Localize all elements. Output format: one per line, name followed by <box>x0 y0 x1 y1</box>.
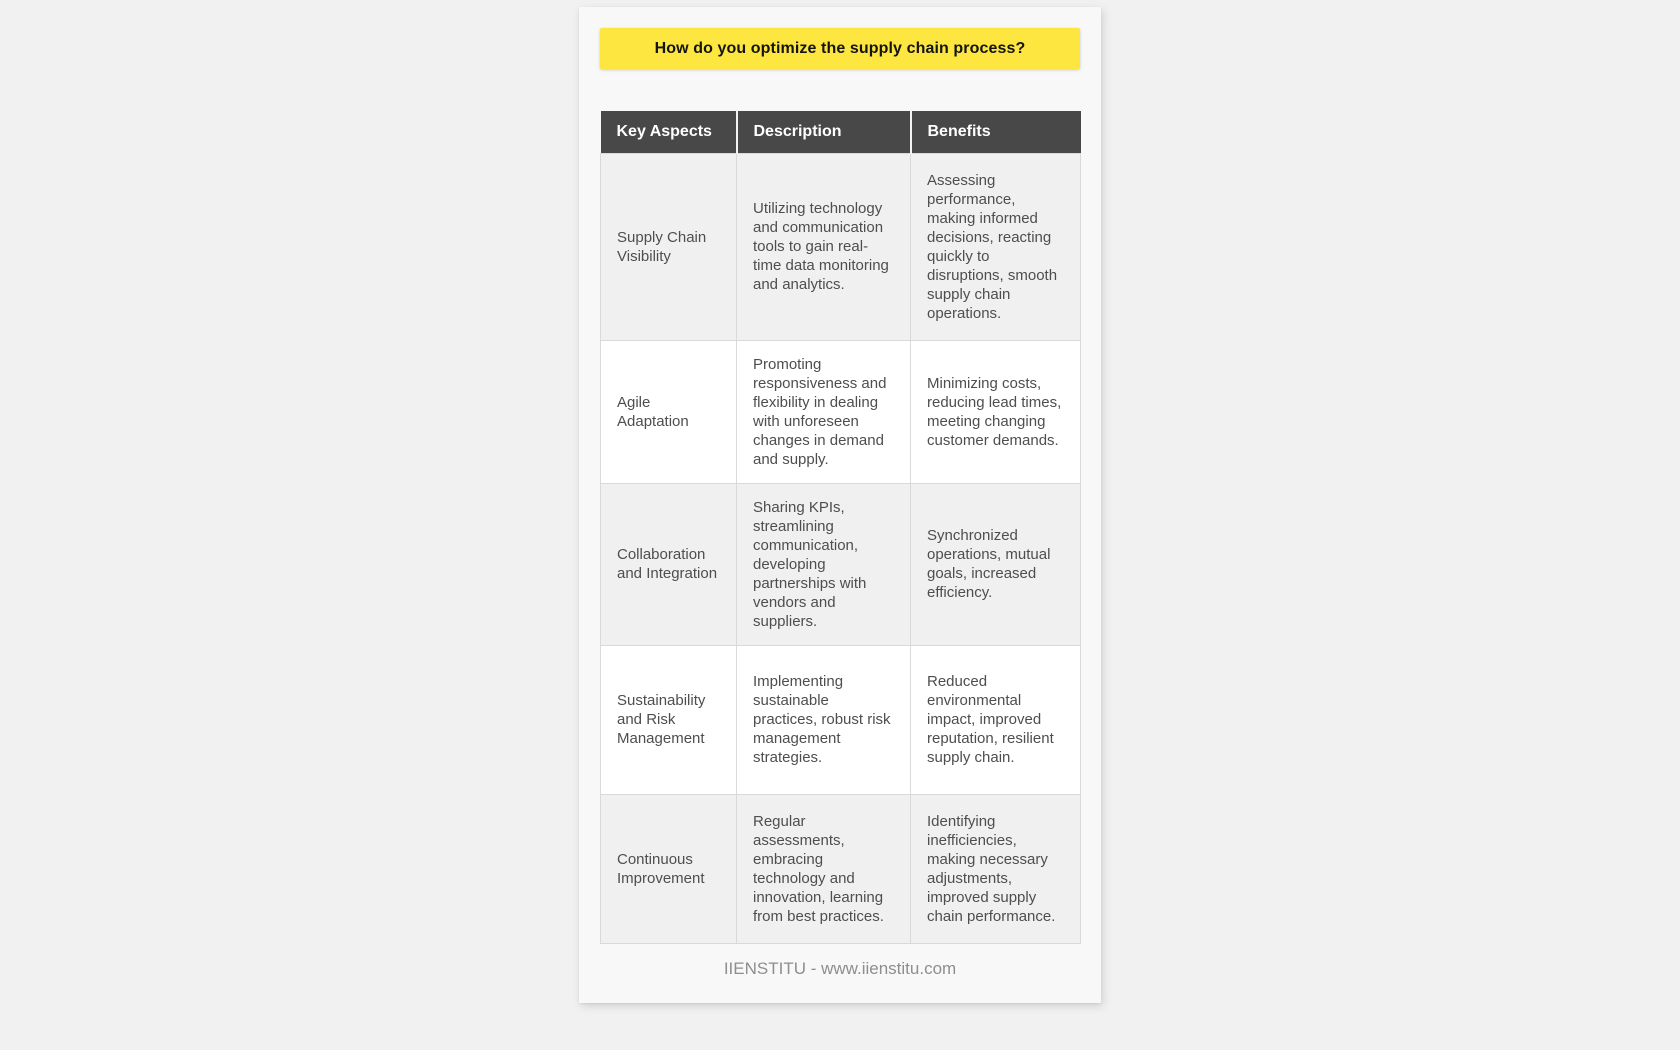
cell-benefits: Synchronized operations, mutual goals, increased efficiency. <box>911 483 1081 645</box>
cell-description: Promoting responsiveness and flexibility in dealing with unforeseen changes in demand and supply. <box>737 340 911 483</box>
cell-benefits: Identifying inefficiencies, making necessary adjustments, improved supply chain performance. <box>911 794 1081 943</box>
cell-description: Regular assessments, embracing technology and innovation, learning from best practices. <box>737 794 911 943</box>
table-row <box>601 483 1081 645</box>
cell-aspect: Sustainability and Risk Management <box>601 645 737 794</box>
supply-chain-table <box>600 111 1081 944</box>
question-title: How do you optimize the supply chain process? <box>654 39 1026 57</box>
cell-description: Implementing sustainable practices, robust risk management strategies. <box>737 645 911 794</box>
cell-benefits: Minimizing costs, reducing lead times, meeting changing customer demands. <box>911 340 1081 483</box>
question-banner <box>600 28 1080 69</box>
page <box>0 7 1680 1050</box>
column-header-description: Description <box>737 111 911 153</box>
content-card <box>579 7 1101 1003</box>
cell-description: Utilizing technology and communication tools to gain real-time data monitoring and analytics. <box>737 153 911 340</box>
cell-aspect: Supply Chain Visibility <box>601 153 737 340</box>
cell-benefits: Assessing performance, making informed decisions, reacting quickly to disruptions, smooth supply chain operations. <box>911 153 1081 340</box>
cell-aspect: Continuous Improvement <box>601 794 737 943</box>
table-row <box>601 153 1081 340</box>
cell-aspect: Collaboration and Integration <box>601 483 737 645</box>
cell-aspect: Agile Adaptation <box>601 340 737 483</box>
cell-benefits: Reduced environmental impact, improved reputation, resilient supply chain. <box>911 645 1081 794</box>
table-header-row <box>601 111 1081 153</box>
column-header-key-aspects: Key Aspects <box>601 111 737 153</box>
table-header <box>601 111 1081 153</box>
column-header-benefits: Benefits <box>911 111 1081 153</box>
table-row <box>601 794 1081 943</box>
footer-credit: IIENSTITU - www.iienstitu.com <box>723 958 957 978</box>
table-row <box>601 645 1081 794</box>
table-row <box>601 340 1081 483</box>
cell-description: Sharing KPIs, streamlining communication, developing partnerships with vendors and suppliers. <box>737 483 911 645</box>
